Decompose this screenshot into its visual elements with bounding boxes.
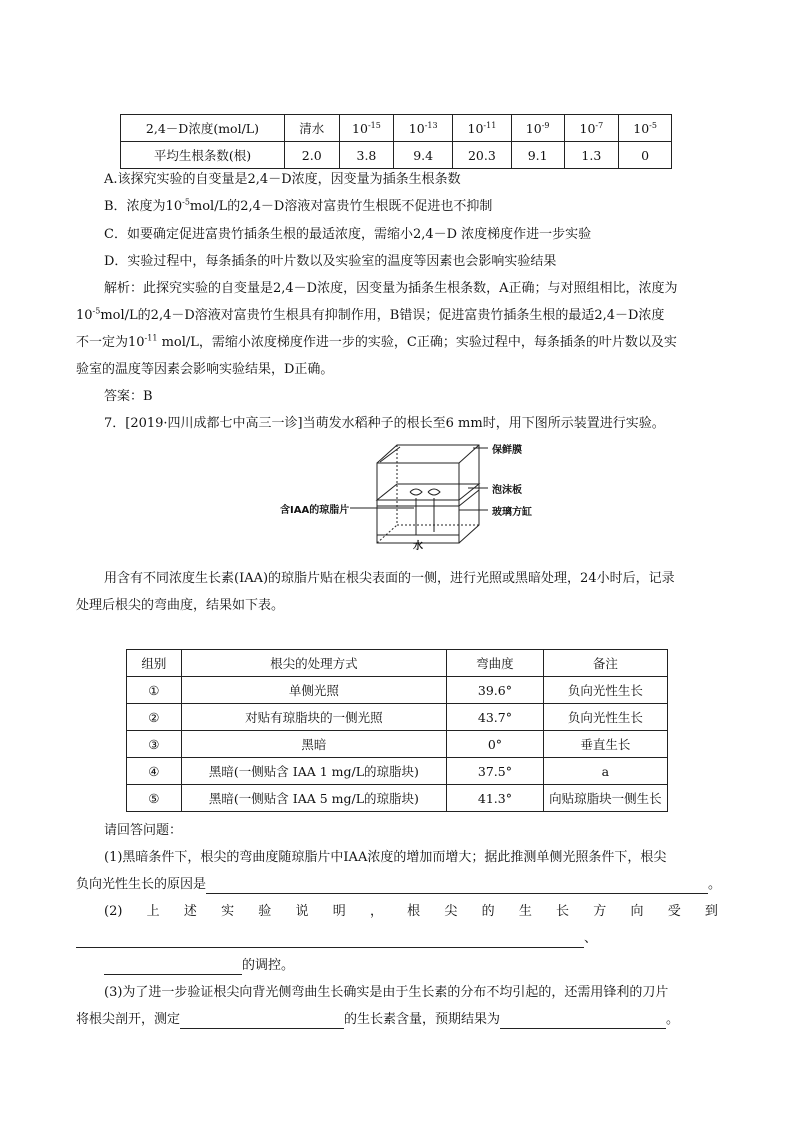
question-1-text: 负向光性生长的原因是 [76,877,207,892]
table-cell: 0° [447,731,544,758]
table-header: 根尖的处理方式 [181,650,446,677]
table-cell: 平均生根条数(根) [121,142,285,169]
option-b-post: mol/L的2,4－D溶液对富贵竹生根既不促进也不抑制 [189,199,493,214]
table-cell: 37.5° [447,758,544,785]
table-cell: 1.3 [564,142,619,169]
q2-char: 述 [183,904,197,919]
question-3-line-1: (3)为了进一步验证根尖向背光侧弯曲生长确实是由于生长素的分布不均引起的，还需用锋利的刀片 [104,985,669,1000]
table-header: 组别 [127,650,182,677]
question-3-line-2 [76,1011,679,1029]
answer-blank-3[interactable] [104,960,242,975]
apparatus-figure [270,440,550,550]
table-cell: 负向光性生长 [543,704,667,731]
table-row [121,142,672,169]
base: 10 [579,120,596,136]
concentration-table [120,114,672,169]
q2-char: 受 [667,904,681,919]
q7-description-2: 处理后根尖的弯曲度，结果如下表。 [76,598,285,613]
table-cell: 39.6° [447,677,544,704]
table-row [127,758,668,785]
treatment-table [126,649,668,812]
q2-char: (2) [104,904,123,919]
table-cell: 2,4－D浓度(mol/L) [121,115,285,142]
q2-char: 上 [146,904,160,919]
table-cell: 9.1 [511,142,564,169]
table-cell: 41.3° [447,785,544,812]
label-foam: 泡沫板 [492,485,522,496]
analysis-l2-pre: 10 [76,308,93,323]
table-cell: 20.3 [453,142,512,169]
table-cell [453,115,512,142]
table-cell: ① [127,677,182,704]
table-cell: ④ [127,758,182,785]
table-cell: 黑暗(一侧贴含 IAA 5 mg/L的琼脂块) [181,785,446,812]
table-cell: 黑暗(一侧贴含 IAA 1 mg/L的琼脂块) [181,758,446,785]
option-d: D．实验过程中，每条插条的叶片数以及实验室的温度等因素也会影响实验结果 [104,254,557,269]
table-cell: a [543,758,667,785]
analysis-line-2 [76,307,664,325]
table-cell: 负向光性生长 [543,677,667,704]
table-cell [619,115,672,142]
q7-description-1: 用含有不同浓度生长素(IAA)的琼脂片贴在根尖表面的一侧，进行光照或黑暗处理，24小时后，记录 [104,571,675,586]
question-2-line-2 [76,930,597,948]
table-cell: 单侧光照 [181,677,446,704]
exp: -7 [595,120,604,130]
question-1-line-2 [76,876,721,894]
q2-char: 验 [258,904,272,919]
analysis-l3-post: mol/L，需缩小浓度梯度作进一步的实验，C正确；实验过程中，每条插条的叶片数以及实 [157,335,677,350]
label-film: 保鲜膜 [492,445,522,456]
table-cell: ② [127,704,182,731]
exp: -13 [424,120,438,130]
analysis-l2-post: mol/L的2,4－D溶液对富贵竹生根具有抑制作用，B错误；促进富贵竹插条生根的最适2,4－D浓度 [100,308,665,323]
q2-char: 说 [295,904,309,919]
question-2-end: 的调控。 [242,958,295,973]
exp: -15 [367,120,381,130]
exp: -5 [649,120,657,130]
q2-char: 长 [556,904,570,919]
table-cell: 9.4 [394,142,453,169]
answer-blank-1[interactable] [206,879,708,894]
q2-char: 明 [332,904,346,919]
question-2-line-1 [104,903,718,921]
base: 10 [633,120,650,136]
table-header: 弯曲度 [447,650,544,677]
option-b [104,198,492,216]
label-water: 水 [413,541,423,552]
question-3-mid: 的生长素含量，预期结果为 [344,1012,501,1027]
question-7-stem: 7．[2019·四川成都七中高三一诊]当萌发水稻种子的根长至6 mm时，用下图所示装置进行实验。 [104,416,665,431]
table-cell: 43.7° [447,704,544,731]
table-cell: 0 [619,142,672,169]
question-1-line-1: (1)黑暗条件下，根尖的弯曲度随琼脂片中IAA浓度的增加而增大；据此推测单侧光照条件下，根尖 [104,850,667,865]
table-row [127,704,668,731]
base: 10 [467,120,484,136]
q2-char: 向 [630,904,644,919]
exp: -11 [483,120,497,130]
question-2-line-3 [104,957,294,975]
q2-char: 方 [593,904,607,919]
option-c: C．如要确定促进富贵竹插条生根的最适浓度，需缩小2,4－D 浓度梯度作进一步实验 [104,227,592,242]
exp: -9 [541,120,550,130]
table-cell: 对贴有琼脂块的一侧光照 [181,704,446,731]
label-agar: 含IAA的琼脂片 [280,505,350,516]
table-cell: ③ [127,731,182,758]
option-b-exp: -5 [182,197,190,207]
q2-char: 根 [407,904,421,919]
table-cell [394,115,453,142]
base: 10 [352,120,368,136]
question-3-end: 。 [666,1012,680,1027]
analysis-line-1: 解析：此探究实验的自变量是2,4－D浓度，因变量为插条生根条数，A正确；与对照组相比，浓度为 [104,281,678,296]
table-header: 备注 [543,650,667,677]
q2-char: 生 [518,904,532,919]
table-cell: 2.0 [284,142,339,169]
analysis-line-4: 验室的温度等因素会影响实验结果，D正确。 [76,362,334,377]
q2-char: 的 [481,904,495,919]
table-cell [511,115,564,142]
q2-char: 尖 [444,904,458,919]
analysis-l3-exp: -11 [144,333,158,343]
question-3-pre: 将根尖剖开，测定 [76,1012,181,1027]
answer: 答案：B [104,389,153,404]
table-cell [339,115,394,142]
base: 10 [408,120,425,136]
table-row [127,731,668,758]
question-2-sep: 、 [584,931,598,946]
label-tank: 玻璃方缸 [492,507,532,518]
analysis-line-3 [76,334,677,352]
table-cell: 向贴琼脂块一侧生长 [543,785,667,812]
questions-intro: 请回答问题： [104,823,183,838]
table-row [121,115,672,142]
table-cell: 3.8 [339,142,394,169]
table-cell: ⑤ [127,785,182,812]
answer-blank-5[interactable] [500,1014,666,1029]
option-a: A.该探究实验的自变量是2,4－D浓度，因变量为插条生根条数 [104,172,461,187]
analysis-l3-pre: 不一定为10 [76,335,145,350]
q2-char: 到 [704,904,718,919]
table-row [127,785,668,812]
table-cell [564,115,619,142]
q2-char: ， [369,904,383,919]
table-cell: 垂直生长 [543,731,667,758]
answer-blank-2[interactable] [76,933,584,948]
table-row [127,677,668,704]
analysis-l2-exp: -5 [92,306,101,316]
table-row [127,650,668,677]
q2-char: 实 [221,904,235,919]
option-b-pre: B．浓度为10 [104,199,183,214]
base: 10 [525,120,542,136]
table-cell: 清水 [284,115,339,142]
question-1-end: 。 [708,877,722,892]
answer-blank-4[interactable] [180,1014,344,1029]
table-cell: 黑暗 [181,731,446,758]
